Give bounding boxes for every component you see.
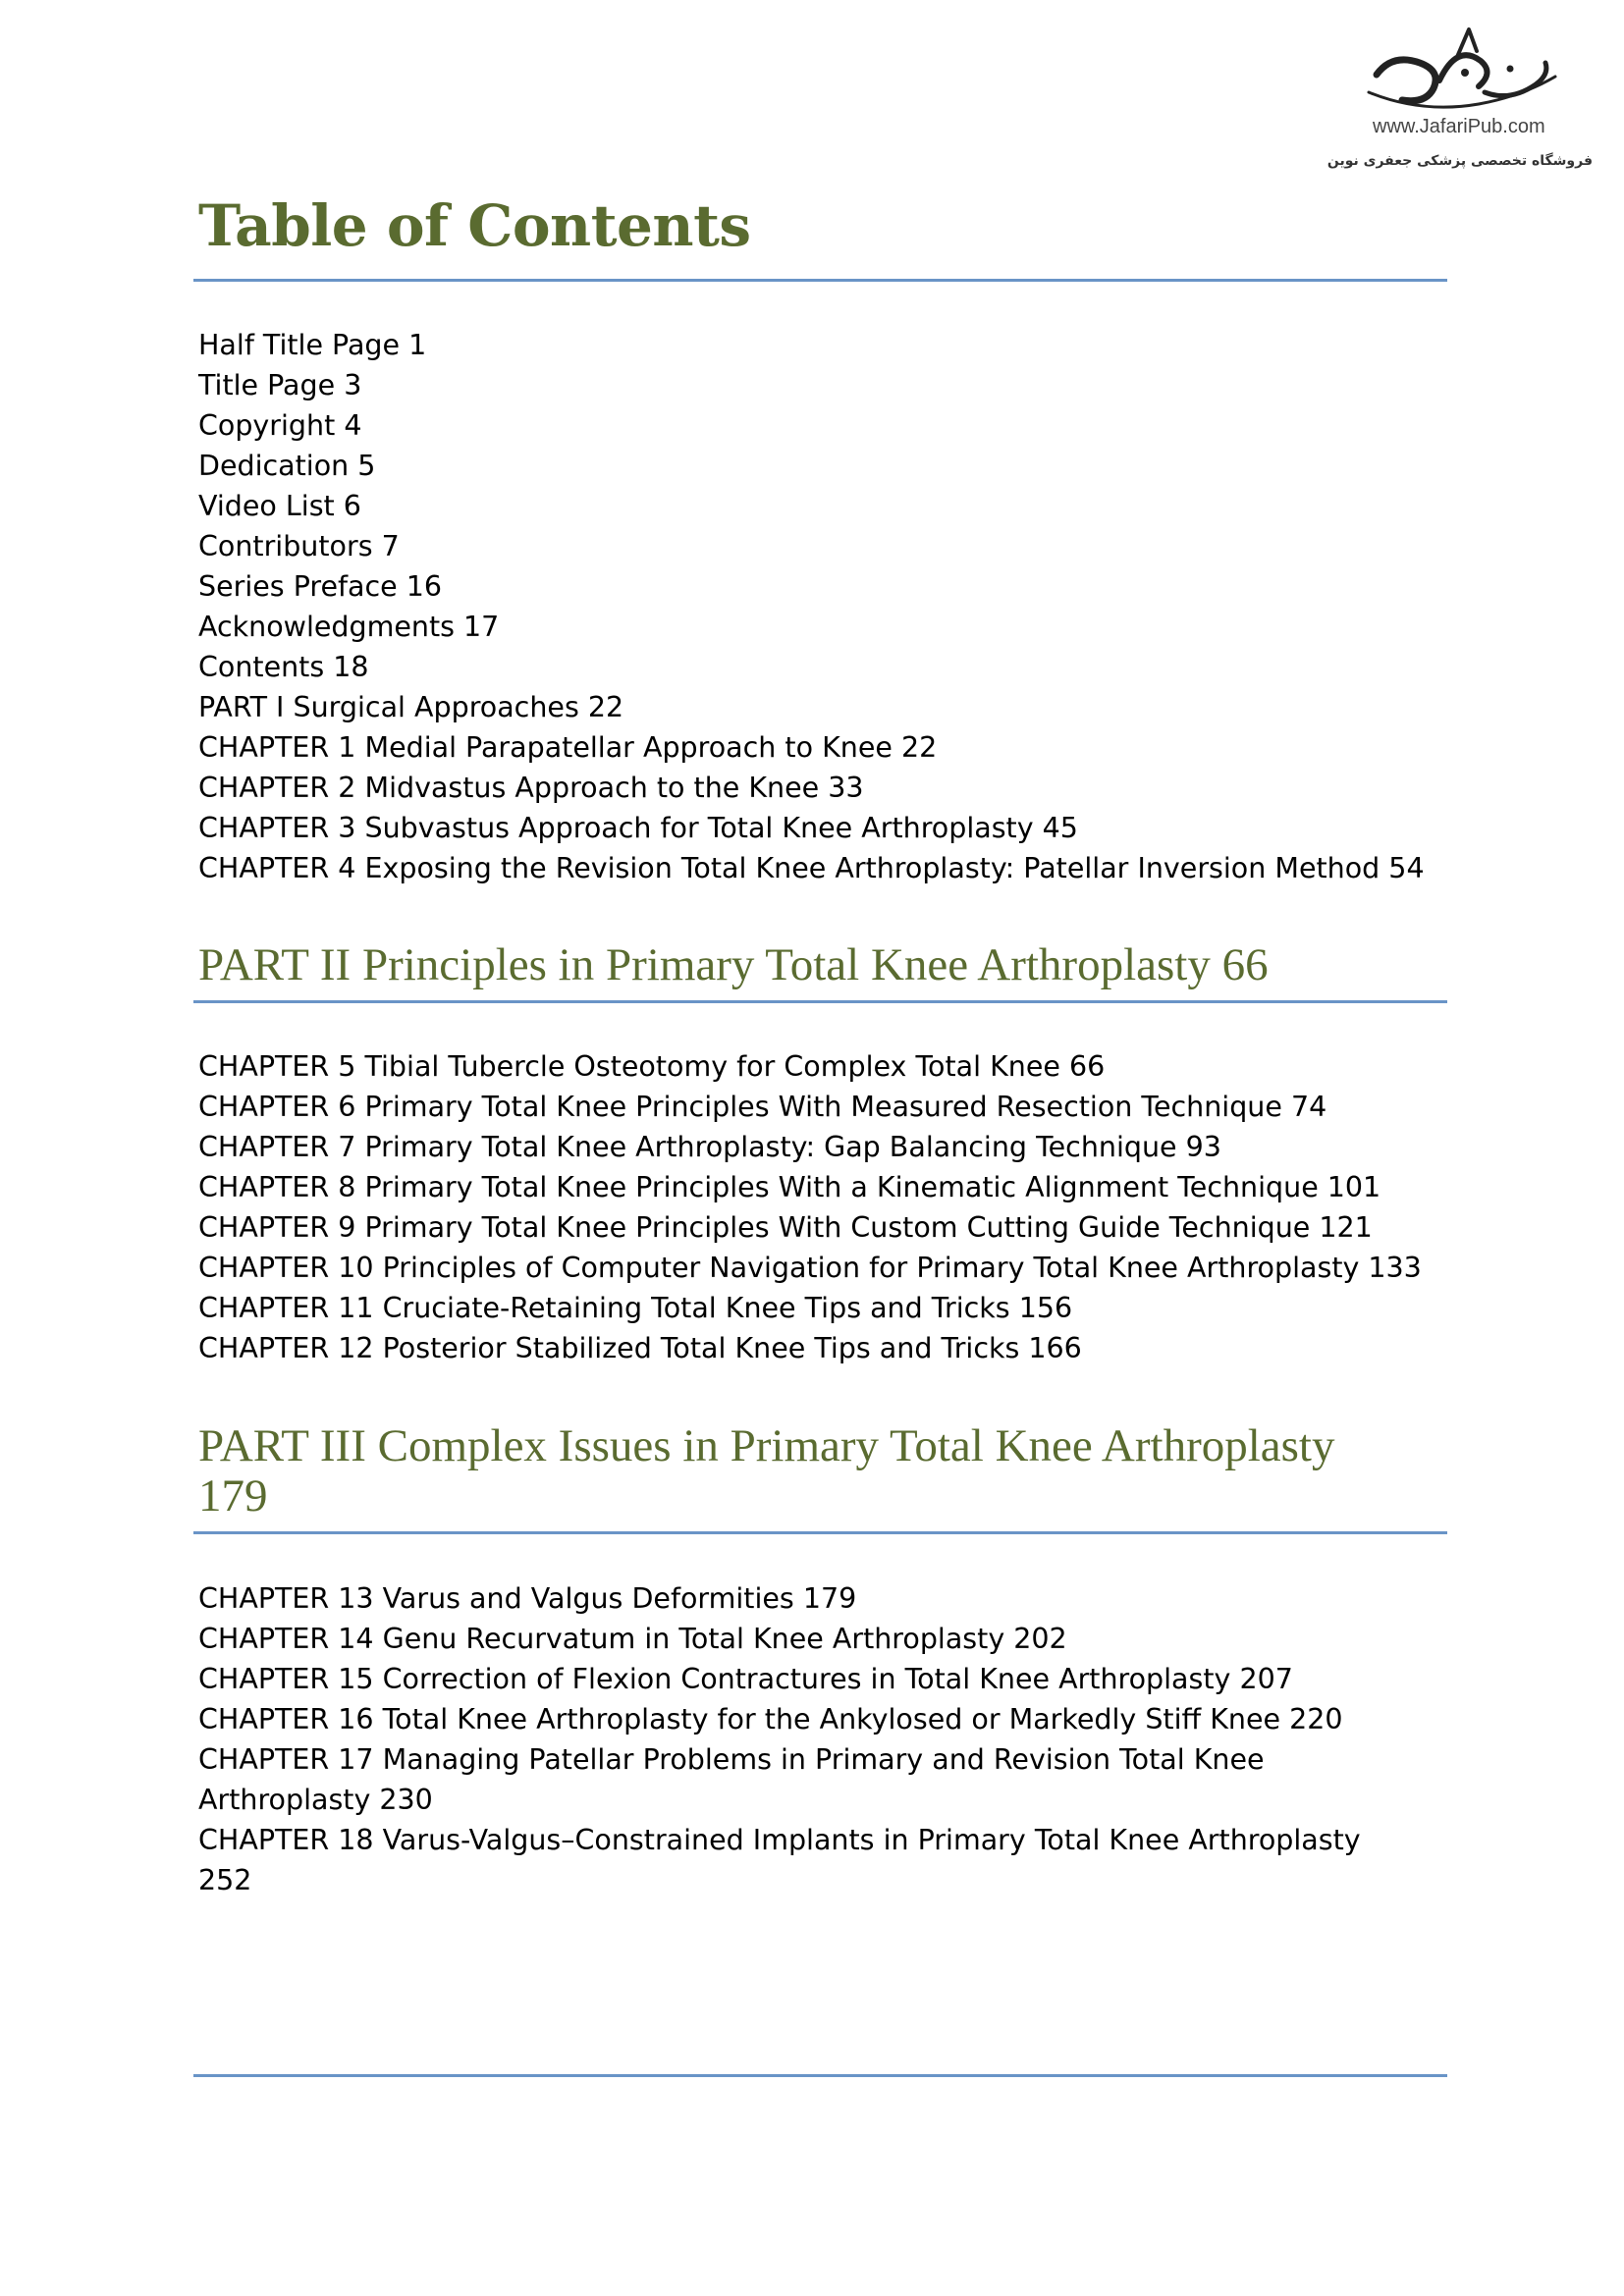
publisher-tagline: فروشگاه تخصصی پزشکی جعفری نوین [1326, 153, 1593, 169]
toc-entry[interactable]: Series Preface 16 [198, 570, 443, 603]
part-divider [193, 1531, 1447, 1534]
publisher-url: www.JafariPub.com [1373, 116, 1545, 137]
toc-entry[interactable]: PART I Surgical Approaches 22 [198, 691, 624, 723]
toc-entry[interactable]: CHAPTER 3 Subvastus Approach for Total Knee Arthroplasty 45 [198, 812, 1078, 844]
toc-entry[interactable]: CHAPTER 9 Primary Total Knee Principles With Custom Cutting Guide Technique 121 [198, 1211, 1373, 1244]
toc-entry[interactable]: Contents 18 [198, 651, 369, 683]
toc-entry[interactable]: CHAPTER 17 Managing Patellar Problems in Primary and Revision Total Knee Arthroplasty 230 [198, 1743, 1265, 1816]
footer-divider [193, 2074, 1447, 2077]
toc-entry[interactable]: CHAPTER 10 Principles of Computer Navigation for Primary Total Knee Arthroplasty 133 [198, 1252, 1422, 1284]
toc-entry[interactable]: Contributors 7 [198, 530, 400, 562]
page-title: Table of Contents [198, 192, 751, 259]
toc-part-list [198, 1578, 1416, 1900]
part-divider [193, 1000, 1447, 1003]
toc-entry[interactable]: CHAPTER 14 Genu Recurvatum in Total Knee Arthroplasty 202 [198, 1623, 1067, 1655]
part-heading[interactable]: PART II Principles in Primary Total Knee Arthroplasty 66 [198, 939, 1269, 990]
toc-entry[interactable]: Half Title Page 1 [198, 329, 427, 361]
toc-entry[interactable]: CHAPTER 18 Varus-Valgus–Constrained Implants in Primary Total Knee Arthroplasty 252 [198, 1824, 1361, 1896]
toc-entry[interactable]: Copyright 4 [198, 409, 362, 442]
toc-entry[interactable]: CHAPTER 4 Exposing the Revision Total Knee Arthroplasty: Patellar Inversion Method 54 [198, 852, 1425, 884]
toc-entry[interactable]: CHAPTER 1 Medial Parapatellar Approach to Knee 22 [198, 731, 938, 764]
calligraphy-logo-icon [1363, 24, 1559, 114]
toc-entry[interactable]: Title Page 3 [198, 369, 362, 401]
toc-entry[interactable]: Video List 6 [198, 490, 361, 522]
part-heading[interactable]: PART III Complex Issues in Primary Total Knee Arthroplasty 179 [198, 1420, 1335, 1522]
toc-entry[interactable]: CHAPTER 6 Primary Total Knee Principles With Measured Resection Technique 74 [198, 1091, 1327, 1123]
publisher-logo [1326, 24, 1593, 181]
title-divider [193, 279, 1447, 282]
toc-entry[interactable]: CHAPTER 15 Correction of Flexion Contractures in Total Knee Arthroplasty 207 [198, 1663, 1293, 1695]
toc-entry[interactable]: Acknowledgments 17 [198, 611, 500, 643]
toc-entry[interactable]: CHAPTER 7 Primary Total Knee Arthroplasty: Gap Balancing Technique 93 [198, 1131, 1221, 1163]
toc-entry[interactable]: CHAPTER 13 Varus and Valgus Deformities 179 [198, 1582, 857, 1615]
toc-front-matter-list [198, 325, 1426, 888]
toc-entry[interactable]: CHAPTER 8 Primary Total Knee Principles With a Kinematic Alignment Technique 101 [198, 1171, 1381, 1203]
toc-entry[interactable]: CHAPTER 2 Midvastus Approach to the Knee 33 [198, 772, 864, 804]
toc-entry[interactable]: CHAPTER 12 Posterior Stabilized Total Knee Tips and Tricks 166 [198, 1332, 1082, 1364]
toc-part-list [198, 1046, 1426, 1368]
toc-entry[interactable]: CHAPTER 16 Total Knee Arthroplasty for the Ankylosed or Markedly Stiff Knee 220 [198, 1703, 1343, 1735]
toc-entry[interactable]: CHAPTER 5 Tibial Tubercle Osteotomy for Complex Total Knee 66 [198, 1050, 1106, 1083]
toc-entry[interactable]: CHAPTER 11 Cruciate-Retaining Total Knee Tips and Tricks 156 [198, 1292, 1073, 1324]
toc-entry[interactable]: Dedication 5 [198, 450, 376, 482]
